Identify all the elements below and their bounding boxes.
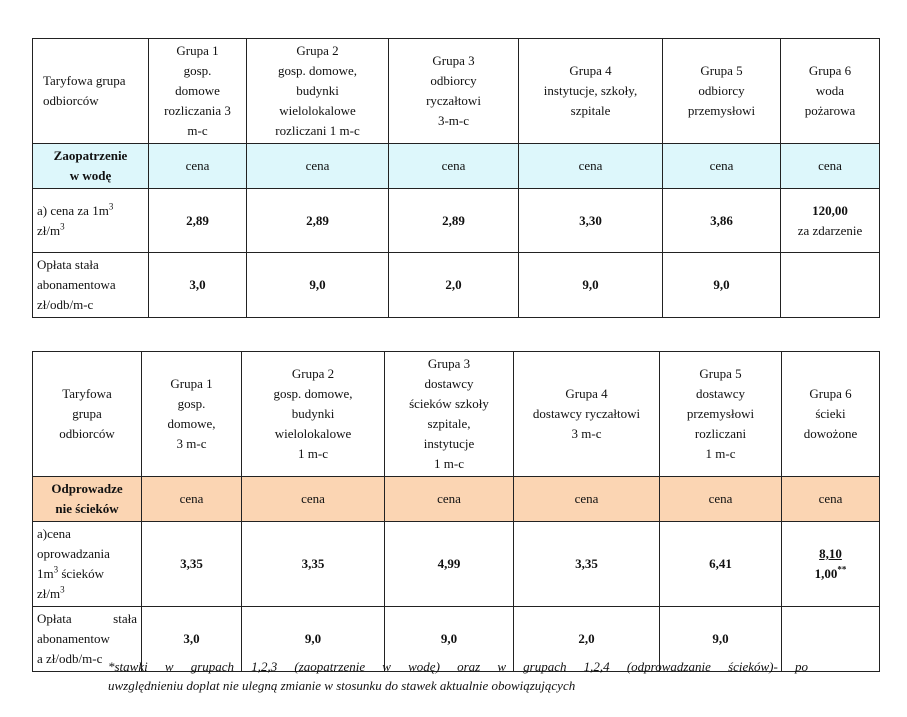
water-section-row	[33, 144, 880, 189]
sewage-fixed-value: 9,0	[385, 607, 514, 672]
sewage-fixed-label: Opłata stała abonamentow a zł/odb/m-c	[33, 607, 142, 672]
sewage-price-value: 6,41	[660, 522, 782, 607]
sewage-section-label: Odprowadze nie ścieków	[33, 477, 142, 522]
footnote-line-2: uwzględnieniu doplat nie ulegną zmianie w stosunku do stawek aktualnie obowiązujących	[108, 678, 576, 693]
water-section-cell: cena	[247, 144, 389, 189]
water-price-value: 3,86	[663, 189, 781, 253]
sewage-section-cell: cena	[514, 477, 660, 522]
water-price-value: 3,30	[519, 189, 663, 253]
water-section-cell: cena	[519, 144, 663, 189]
footnote	[108, 657, 808, 695]
sewage-section-cell: cena	[782, 477, 880, 522]
sewage-header-row	[33, 352, 880, 477]
water-section-cell: cena	[663, 144, 781, 189]
water-fixed-label: Opłata stała abonamentowa zł/odb/m-c	[33, 253, 149, 318]
water-fixed-value	[781, 253, 880, 318]
water-fixed-value: 3,0	[149, 253, 247, 318]
water-price-row	[33, 189, 880, 253]
sewage-price-row	[33, 522, 880, 607]
sewage-price-value: 3,35	[142, 522, 242, 607]
water-header-group-4: Grupa 4 instytucje, szkoły, szpitale	[519, 39, 663, 144]
sewage-section-cell: cena	[660, 477, 782, 522]
water-fixed-row	[33, 253, 880, 318]
sewage-header-group-6: Grupa 6 ścieki dowożone	[782, 352, 880, 477]
sewage-header-group-2: Grupa 2 gosp. domowe, budynki wielolokalowe 1 m-c	[242, 352, 385, 477]
water-header-group-5: Grupa 5 odbiorcy przemysłowi	[663, 39, 781, 144]
sewage-header-group-5: Grupa 5 dostawcy przemysłowi rozliczani 1 m-c	[660, 352, 782, 477]
water-section-cell: cena	[389, 144, 519, 189]
sewage-price-label: a)cena oprowadzania $1m^3$ ścieków $zł/m^3$	[33, 522, 142, 607]
water-price-value: 2,89	[389, 189, 519, 253]
water-section-label: Zaopatrzenie w wodę	[33, 144, 149, 189]
water-fixed-value: 2,0	[389, 253, 519, 318]
sewage-header-group-1: Grupa 1 gosp. domowe, 3 m-c	[142, 352, 242, 477]
water-header-group-1: Grupa 1 gosp. domowe rozliczania 3 m-c	[149, 39, 247, 144]
water-header-group-2: Grupa 2 gosp. domowe, budynki wielolokalowe rozliczani 1 m-c	[247, 39, 389, 144]
sewage-fixed-value: 9,0	[242, 607, 385, 672]
sewage-fixed-value: 2,0	[514, 607, 660, 672]
sewage-section-cell: cena	[385, 477, 514, 522]
footnote-line-1: *stawki w grupach 1,2,3 (zaopatrzenie w wodę) oraz w grupach 1,2,4 (odprowadzanie ścieków)- po	[108, 659, 808, 674]
sewage-header-group-4: Grupa 4 dostawcy ryczałtowi 3 m-c	[514, 352, 660, 477]
sewage-fixed-value: 3,0	[142, 607, 242, 672]
sewage-section-cell: cena	[242, 477, 385, 522]
water-header-group-6: Grupa 6 woda pożarowa	[781, 39, 880, 144]
water-price-label: a) cena za $1m^3$ $zł/m^3$	[33, 189, 149, 253]
sewage-price-value: 4,99	[385, 522, 514, 607]
water-header-row	[33, 39, 880, 144]
sewage-fixed-value: 9,0	[660, 607, 782, 672]
water-price-value: 2,89	[247, 189, 389, 253]
sewage-price-value: 3,35	[514, 522, 660, 607]
water-price-value: 2,89	[149, 189, 247, 253]
sewage-section-cell: cena	[142, 477, 242, 522]
sewage-price-delivered: 8,10 1,00**	[782, 522, 880, 607]
sewage-price-value: 3,35	[242, 522, 385, 607]
sewage-tariff-table	[32, 351, 880, 672]
sewage-header-group-3: Grupa 3 dostawcy ścieków szkoły szpitale, instytucje 1 m-c	[385, 352, 514, 477]
water-price-fire: 120,00 za zdarzenie	[781, 189, 880, 253]
water-section-cell: cena	[781, 144, 880, 189]
sewage-section-row	[33, 477, 880, 522]
water-header-group-3: Grupa 3 odbiorcy ryczałtowi 3-m-c	[389, 39, 519, 144]
water-header-label: Taryfowa grupa odbiorców	[33, 39, 149, 144]
water-fixed-value: 9,0	[663, 253, 781, 318]
sewage-header-label: Taryfowa grupa odbiorców	[33, 352, 142, 477]
water-tariff-table	[32, 38, 880, 318]
water-section-cell: cena	[149, 144, 247, 189]
water-fixed-value: 9,0	[519, 253, 663, 318]
water-fixed-value: 9,0	[247, 253, 389, 318]
